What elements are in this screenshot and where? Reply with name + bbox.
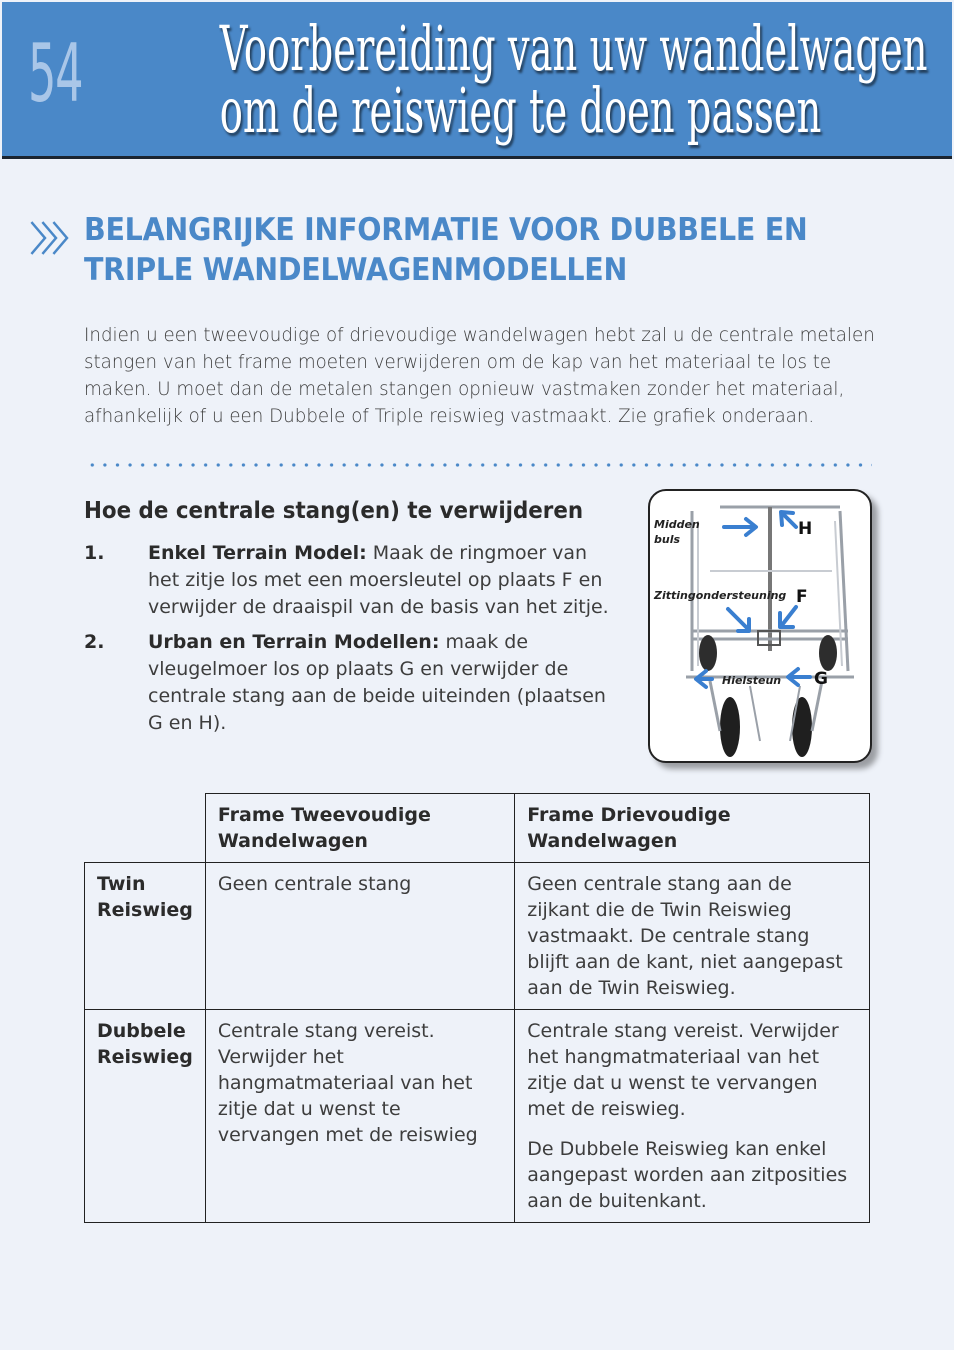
table-row (85, 863, 870, 1010)
cell-paragraph: Centrale stang vereist. Verwijder het hangmatmateriaal van het zitje dat u wenst te vervangen met de reiswieg. (527, 1020, 839, 1120)
column-header-twin: Frame Tweevoudige Wandelwagen (205, 794, 514, 863)
table-corner (85, 794, 206, 863)
label-g: G (814, 669, 828, 689)
page-number: 54 (28, 27, 83, 120)
list-item (84, 629, 614, 737)
label-f: F (796, 587, 808, 607)
label-zitting: Zittingondersteuning (654, 589, 787, 602)
dotted-divider (86, 462, 872, 468)
page-title (219, 12, 928, 147)
intro-paragraph: Indien u een tweevoudige of drievoudige wandelwagen hebt zal u de centrale metalen stangen van het frame moeten verwijderen om de kap van het materiaal te los te maken. U moet dan de metalen stangen opnieuw vastmaken zonder het materiaal, afhankelijk of u een Dubbele of Triple reiswieg vastmaakt. Zie grafiek onderaan. (84, 324, 875, 427)
section-heading: BELANGRIJKE INFORMATIE VOOR DUBBELE EN TRIPLE WANDELWAGENMODELLEN (84, 212, 808, 288)
triple-chevron-icon: 〉〉〉 (30, 220, 80, 260)
column-header-triple: Frame Drievoudige Wandelwagen (515, 794, 870, 863)
row-header: Dubbele Reiswieg (85, 1010, 206, 1223)
label-h: H (798, 519, 813, 539)
step-number: 2. (84, 631, 105, 653)
table-cell (515, 1010, 870, 1223)
cell-paragraph: Geen centrale stang aan de zijkant die de Twin Reiswieg vastmaakt. De centrale stang blijft aan de kant, niet aangepast aan de Twin Reiswieg. (527, 873, 843, 999)
step-lead: Urban en Terrain Modellen: (148, 631, 440, 653)
step-text: Maak de ringmoer van het zitje los met een moersleutel op plaats F en verwijder de draaispil van de basis van het zitje. (148, 542, 609, 618)
comparison-table (84, 793, 870, 1223)
table-cell: Centrale stang vereist. Verwijder het hangmatmateriaal van het zitje dat u wenst te vervangen met de reiswieg (205, 1010, 514, 1223)
page-title-line2: om de reiswieg te doen passen (219, 74, 822, 147)
table-row (85, 1010, 870, 1223)
table-cell (515, 863, 870, 1010)
table-header-row (85, 794, 870, 863)
label-hielsteun: Hielsteun (722, 674, 782, 687)
table-cell: Geen centrale stang (205, 863, 514, 1010)
step-text: maak de vleugelmoer los op plaats G en verwijder de centrale stang aan de beide uiteinden (plaatsen G en H). (148, 631, 606, 734)
row-header: Twin Reiswieg (85, 863, 206, 1010)
step-number: 1. (84, 542, 105, 564)
page-title-line1: Voorbereiding van uw wandelwagen (219, 12, 928, 85)
stroller-frame-diagram (648, 489, 872, 763)
step-lead: Enkel Terrain Model: (148, 542, 367, 564)
page-header (2, 2, 952, 159)
label-midden-buls: Midden buls (654, 518, 700, 546)
cell-paragraph: De Dubbele Reiswieg kan enkel aangepast worden aan zitposities aan de buitenkant. (527, 1138, 848, 1212)
steps-list (84, 540, 614, 745)
removal-heading: Hoe de centrale stang(en) te verwijderen (84, 498, 584, 524)
list-item (84, 540, 614, 621)
